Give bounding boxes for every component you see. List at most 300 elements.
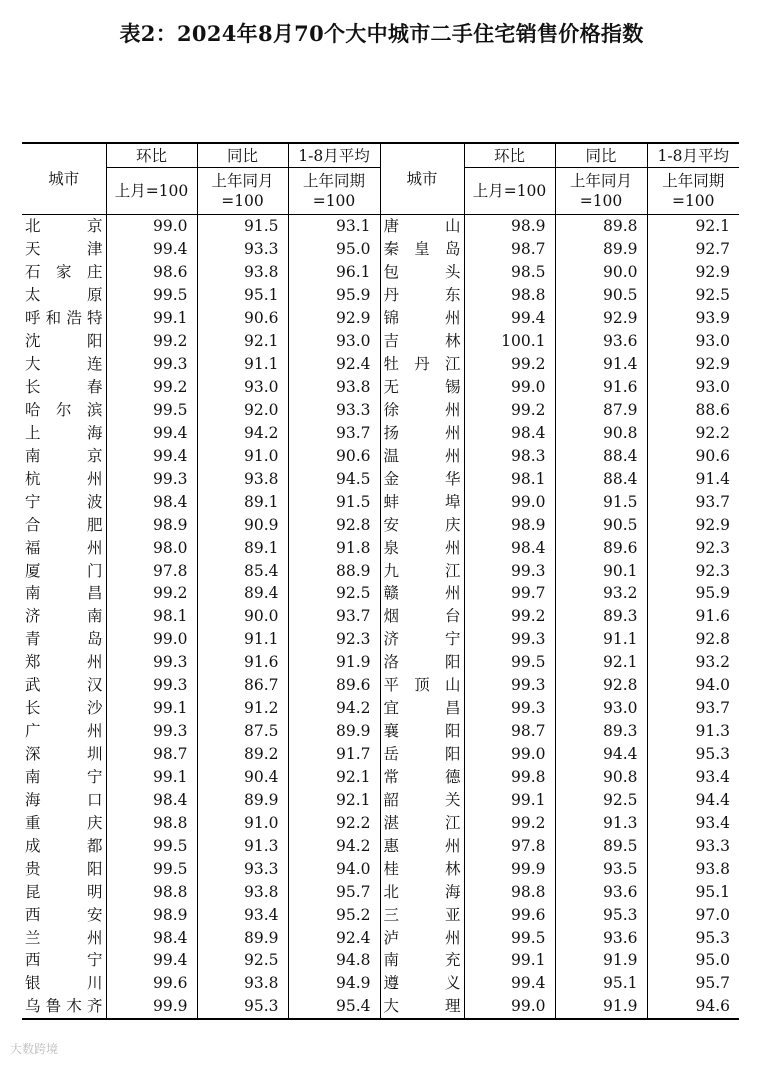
table-row <box>22 651 739 674</box>
mom-value: 99.2 <box>464 353 555 376</box>
avg-value: 93.0 <box>288 330 380 353</box>
avg-value: 93.2 <box>695 653 730 672</box>
mom-value: 99.1 <box>464 949 555 972</box>
yoy-value: 85.4 <box>197 559 288 582</box>
avg-value: 92.9 <box>695 515 730 534</box>
yoy-value: 93.3 <box>197 238 288 261</box>
avg-value: 91.9 <box>288 651 380 674</box>
yoy-value: 90.0 <box>555 261 647 284</box>
city-name: 成 都 <box>22 834 106 857</box>
yoy-value: 91.1 <box>197 353 288 376</box>
mom-value: 99.6 <box>106 972 197 995</box>
avg-value: 92.1 <box>288 766 380 789</box>
mom-value: 99.2 <box>106 582 197 605</box>
yoy-value: 87.9 <box>555 399 647 422</box>
table-row <box>22 972 739 995</box>
yoy-value: 93.0 <box>555 697 647 720</box>
city-name: 乌 鲁 木 齐 <box>22 995 106 1019</box>
header-yoy-right: 同比 <box>555 143 647 168</box>
yoy-value: 89.9 <box>555 238 647 261</box>
mom-value: 99.2 <box>464 811 555 834</box>
avg-value: 95.0 <box>695 951 730 970</box>
mom-value: 99.2 <box>464 605 555 628</box>
mom-value: 98.3 <box>464 444 555 467</box>
yoy-value: 90.1 <box>555 559 647 582</box>
page-title: 表2：2024年8月70个大中城市二手住宅销售价格指数 <box>119 21 644 46</box>
mom-value: 99.5 <box>106 857 197 880</box>
avg-value: 95.4 <box>288 995 380 1019</box>
mom-value: 99.0 <box>464 995 555 1019</box>
mom-value: 99.2 <box>106 330 197 353</box>
mom-value: 98.4 <box>106 926 197 949</box>
mom-value: 98.6 <box>106 261 197 284</box>
mom-value: 99.4 <box>106 949 197 972</box>
mom-value: 99.0 <box>464 490 555 513</box>
table-row <box>22 903 739 926</box>
mom-value: 99.8 <box>464 766 555 789</box>
avg-value: 94.6 <box>695 997 730 1016</box>
avg-value: 88.9 <box>288 559 380 582</box>
yoy-value: 89.6 <box>555 536 647 559</box>
avg-value: 93.0 <box>695 378 730 397</box>
avg-value: 91.6 <box>695 607 730 626</box>
header-yoy-base-right: 上年同月 =100 <box>555 168 647 215</box>
avg-value: 92.1 <box>288 788 380 811</box>
mom-value: 98.4 <box>106 788 197 811</box>
city-name: 南 充 <box>380 949 464 972</box>
table-row <box>22 559 739 582</box>
mom-value: 99.5 <box>464 926 555 949</box>
mom-value: 99.7 <box>464 582 555 605</box>
mom-value: 98.7 <box>464 720 555 743</box>
city-name: 济 南 <box>22 605 106 628</box>
mom-value: 99.1 <box>106 697 197 720</box>
yoy-value: 90.0 <box>197 605 288 628</box>
mom-value: 97.8 <box>464 834 555 857</box>
yoy-value: 89.4 <box>197 582 288 605</box>
mom-value: 98.8 <box>106 811 197 834</box>
yoy-value: 92.5 <box>555 788 647 811</box>
city-name: 厦 门 <box>22 559 106 582</box>
avg-value: 94.5 <box>288 467 380 490</box>
mom-value: 99.5 <box>106 834 197 857</box>
city-name: 重 庆 <box>22 811 106 834</box>
city-name: 济 宁 <box>380 628 464 651</box>
avg-value: 93.8 <box>288 376 380 399</box>
mom-value: 99.0 <box>106 215 197 238</box>
yoy-value: 91.3 <box>197 834 288 857</box>
city-name: 唐 山 <box>380 215 464 238</box>
avg-value: 90.6 <box>288 444 380 467</box>
yoy-value: 89.2 <box>197 743 288 766</box>
city-name: 广 州 <box>22 720 106 743</box>
avg-value: 92.4 <box>288 353 380 376</box>
avg-value: 90.6 <box>695 446 730 465</box>
avg-value: 95.2 <box>288 903 380 926</box>
mom-value: 99.5 <box>106 399 197 422</box>
yoy-value: 91.0 <box>197 444 288 467</box>
table-row <box>22 926 739 949</box>
yoy-value: 93.2 <box>555 582 647 605</box>
yoy-value: 95.3 <box>197 995 288 1019</box>
city-name: 湛 江 <box>380 811 464 834</box>
table-row <box>22 261 739 284</box>
yoy-value: 92.8 <box>555 674 647 697</box>
avg-value: 92.3 <box>695 561 730 580</box>
city-name: 吉 林 <box>380 330 464 353</box>
city-name: 南 京 <box>22 444 106 467</box>
yoy-value: 90.6 <box>197 307 288 330</box>
city-name: 宜 昌 <box>380 697 464 720</box>
header-avg-base-left: 上年同期 =100 <box>288 168 380 215</box>
city-name: 银 川 <box>22 972 106 995</box>
city-name: 惠 州 <box>380 834 464 857</box>
yoy-value: 90.8 <box>555 766 647 789</box>
mom-value: 99.1 <box>464 788 555 811</box>
yoy-value: 91.6 <box>555 376 647 399</box>
yoy-value: 95.1 <box>555 972 647 995</box>
yoy-value: 92.5 <box>197 949 288 972</box>
city-name: 锦 州 <box>380 307 464 330</box>
city-name: 武 汉 <box>22 674 106 697</box>
table-row <box>22 330 739 353</box>
city-name: 北 海 <box>380 880 464 903</box>
mom-value: 98.8 <box>106 880 197 903</box>
city-name: 烟 台 <box>380 605 464 628</box>
mom-value: 99.3 <box>464 674 555 697</box>
mom-value: 99.5 <box>464 651 555 674</box>
city-name: 上 海 <box>22 421 106 444</box>
yoy-value: 89.9 <box>197 926 288 949</box>
yoy-value: 89.8 <box>555 215 647 238</box>
mom-value: 99.3 <box>464 697 555 720</box>
table-row <box>22 834 739 857</box>
table-row <box>22 513 739 536</box>
mom-value: 98.9 <box>464 513 555 536</box>
yoy-value: 95.3 <box>555 903 647 926</box>
yoy-value: 91.1 <box>197 628 288 651</box>
city-name: 丹 东 <box>380 284 464 307</box>
mom-value: 98.4 <box>106 490 197 513</box>
yoy-value: 89.1 <box>197 536 288 559</box>
table-row <box>22 949 739 972</box>
mom-value: 99.1 <box>106 307 197 330</box>
header-avg-right: 1-8月平均 <box>647 143 739 168</box>
mom-value: 98.1 <box>106 605 197 628</box>
avg-value: 92.9 <box>695 263 730 282</box>
city-name: 大 理 <box>380 995 464 1019</box>
yoy-value: 93.4 <box>197 903 288 926</box>
city-name: 温 州 <box>380 444 464 467</box>
avg-value: 93.0 <box>695 332 730 351</box>
avg-value: 92.7 <box>695 240 730 259</box>
avg-value: 92.3 <box>288 628 380 651</box>
city-name: 贵 阳 <box>22 857 106 880</box>
avg-value: 89.9 <box>288 720 380 743</box>
mom-value: 99.0 <box>464 376 555 399</box>
table-row <box>22 353 739 376</box>
yoy-value: 91.3 <box>555 811 647 834</box>
avg-value: 92.1 <box>695 217 730 236</box>
yoy-value: 91.6 <box>197 651 288 674</box>
table-row <box>22 995 739 1019</box>
mom-value: 98.4 <box>464 536 555 559</box>
avg-value: 92.8 <box>288 513 380 536</box>
city-name: 海 口 <box>22 788 106 811</box>
yoy-value: 91.5 <box>197 215 288 238</box>
yoy-value: 94.4 <box>555 743 647 766</box>
avg-value: 93.3 <box>288 399 380 422</box>
city-name: 青 岛 <box>22 628 106 651</box>
mom-value: 98.9 <box>106 903 197 926</box>
city-name: 九 江 <box>380 559 464 582</box>
avg-value: 92.3 <box>695 538 730 557</box>
avg-value: 93.7 <box>288 421 380 444</box>
city-name: 兰 州 <box>22 926 106 949</box>
table-body <box>22 215 739 1019</box>
avg-value: 92.9 <box>695 355 730 374</box>
avg-value: 95.3 <box>695 745 730 764</box>
table-row <box>22 307 739 330</box>
city-name: 北 京 <box>22 215 106 238</box>
yoy-value: 90.5 <box>555 284 647 307</box>
yoy-value: 91.1 <box>555 628 647 651</box>
avg-value: 95.9 <box>288 284 380 307</box>
yoy-value: 93.8 <box>197 880 288 903</box>
mom-value: 99.2 <box>464 399 555 422</box>
city-name: 蚌 埠 <box>380 490 464 513</box>
table-row <box>22 628 739 651</box>
yoy-value: 95.1 <box>197 284 288 307</box>
city-name: 岳 阳 <box>380 743 464 766</box>
city-name: 天 津 <box>22 238 106 261</box>
header-yoy-base-left: 上年同月 =100 <box>197 168 288 215</box>
yoy-value: 89.9 <box>197 788 288 811</box>
yoy-value: 93.3 <box>197 857 288 880</box>
mom-value: 97.8 <box>106 559 197 582</box>
city-name: 安 庆 <box>380 513 464 536</box>
mom-value: 98.4 <box>464 421 555 444</box>
table-row <box>22 284 739 307</box>
avg-value: 93.1 <box>288 215 380 238</box>
city-name: 南 昌 <box>22 582 106 605</box>
avg-value: 93.7 <box>288 605 380 628</box>
avg-value: 94.0 <box>695 676 730 695</box>
yoy-value: 89.3 <box>555 605 647 628</box>
header-yoy-left: 同比 <box>197 143 288 168</box>
header-avg-left: 1-8月平均 <box>288 143 380 168</box>
avg-value: 93.7 <box>695 492 730 511</box>
avg-value: 95.7 <box>695 974 730 993</box>
avg-value: 93.7 <box>695 699 730 718</box>
city-name: 洛 阳 <box>380 651 464 674</box>
avg-value: 92.2 <box>288 811 380 834</box>
avg-value: 91.7 <box>288 743 380 766</box>
mom-value: 99.4 <box>106 444 197 467</box>
table-row <box>22 421 739 444</box>
mom-value: 99.3 <box>464 628 555 651</box>
table-row <box>22 697 739 720</box>
mom-value: 99.2 <box>106 376 197 399</box>
yoy-value: 89.3 <box>555 720 647 743</box>
yoy-value: 91.0 <box>197 811 288 834</box>
city-name: 沈 阳 <box>22 330 106 353</box>
city-name: 扬 州 <box>380 421 464 444</box>
mom-value: 99.3 <box>464 559 555 582</box>
city-name: 哈 尔 滨 <box>22 399 106 422</box>
avg-value: 93.4 <box>695 767 730 786</box>
yoy-value: 89.5 <box>555 834 647 857</box>
avg-value: 96.1 <box>288 261 380 284</box>
city-name: 徐 州 <box>380 399 464 422</box>
table-row <box>22 582 739 605</box>
mom-value: 98.9 <box>106 513 197 536</box>
table-row <box>22 674 739 697</box>
city-name: 泸 州 <box>380 926 464 949</box>
yoy-value: 91.5 <box>555 490 647 513</box>
mom-value: 100.1 <box>464 330 555 353</box>
yoy-value: 90.5 <box>555 513 647 536</box>
mom-value: 98.5 <box>464 261 555 284</box>
city-name: 无 锡 <box>380 376 464 399</box>
city-name: 平 顶 山 <box>380 674 464 697</box>
city-name: 西 宁 <box>22 949 106 972</box>
table-row <box>22 788 739 811</box>
avg-value: 95.9 <box>695 584 730 603</box>
price-index-table <box>22 142 739 1020</box>
city-name: 杭 州 <box>22 467 106 490</box>
city-name: 长 春 <box>22 376 106 399</box>
table-row <box>22 880 739 903</box>
avg-value: 95.3 <box>695 928 730 947</box>
mom-value: 99.4 <box>464 307 555 330</box>
table-row <box>22 444 739 467</box>
avg-value: 94.4 <box>695 790 730 809</box>
header-mom-base-right: 上月=100 <box>464 168 555 215</box>
avg-value: 92.8 <box>695 630 730 649</box>
avg-value: 93.9 <box>695 309 730 328</box>
city-name: 昆 明 <box>22 880 106 903</box>
avg-value: 91.3 <box>695 722 730 741</box>
avg-value: 92.4 <box>288 926 380 949</box>
city-name: 郑 州 <box>22 651 106 674</box>
yoy-value: 93.6 <box>555 880 647 903</box>
yoy-value: 88.4 <box>555 467 647 490</box>
avg-value: 92.2 <box>695 423 730 442</box>
table-row <box>22 215 739 238</box>
city-name: 福 州 <box>22 536 106 559</box>
header-city-right: 城市 <box>380 143 464 215</box>
yoy-value: 92.1 <box>197 330 288 353</box>
avg-value: 89.6 <box>288 674 380 697</box>
city-name: 常 德 <box>380 766 464 789</box>
yoy-value: 93.8 <box>197 972 288 995</box>
mom-value: 99.4 <box>464 972 555 995</box>
mom-value: 99.3 <box>106 720 197 743</box>
yoy-value: 93.6 <box>555 926 647 949</box>
mom-value: 99.3 <box>106 353 197 376</box>
city-name: 宁 波 <box>22 490 106 513</box>
city-name: 襄 阳 <box>380 720 464 743</box>
avg-value: 94.2 <box>288 697 380 720</box>
yoy-value: 87.5 <box>197 720 288 743</box>
yoy-value: 86.7 <box>197 674 288 697</box>
yoy-value: 90.8 <box>555 421 647 444</box>
header-mom-right: 环比 <box>464 143 555 168</box>
table-row <box>22 490 739 513</box>
avg-value: 93.4 <box>695 813 730 832</box>
mom-value: 99.4 <box>106 421 197 444</box>
city-name: 深 圳 <box>22 743 106 766</box>
table-row <box>22 605 739 628</box>
yoy-value: 93.5 <box>555 857 647 880</box>
avg-value: 92.9 <box>288 307 380 330</box>
yoy-value: 91.4 <box>555 353 647 376</box>
mom-value: 99.4 <box>106 238 197 261</box>
mom-value: 99.9 <box>106 995 197 1019</box>
city-name: 桂 林 <box>380 857 464 880</box>
yoy-value: 88.4 <box>555 444 647 467</box>
table-row <box>22 536 739 559</box>
avg-value: 93.8 <box>695 859 730 878</box>
city-name: 牡 丹 江 <box>380 353 464 376</box>
watermark-text: 大数跨境 <box>10 1042 59 1056</box>
avg-value: 94.2 <box>288 834 380 857</box>
header-city-left: 城市 <box>22 143 106 215</box>
yoy-value: 90.4 <box>197 766 288 789</box>
yoy-value: 90.9 <box>197 513 288 536</box>
yoy-value: 93.6 <box>555 330 647 353</box>
table-row <box>22 857 739 880</box>
table-row <box>22 720 739 743</box>
avg-value: 91.5 <box>288 490 380 513</box>
yoy-value: 92.0 <box>197 399 288 422</box>
mom-value: 98.1 <box>464 467 555 490</box>
avg-value: 91.4 <box>695 469 730 488</box>
table-row <box>22 467 739 490</box>
city-name: 三 亚 <box>380 903 464 926</box>
avg-value: 94.8 <box>288 949 380 972</box>
table-row <box>22 399 739 422</box>
city-name: 赣 州 <box>380 582 464 605</box>
mom-value: 98.7 <box>106 743 197 766</box>
mom-value: 98.0 <box>106 536 197 559</box>
mom-value: 98.9 <box>464 215 555 238</box>
yoy-value: 91.9 <box>555 949 647 972</box>
avg-value: 92.5 <box>288 582 380 605</box>
avg-value: 93.3 <box>695 836 730 855</box>
city-name: 太 原 <box>22 284 106 307</box>
avg-value: 97.0 <box>695 905 730 924</box>
table-row <box>22 238 739 261</box>
header-mom-left: 环比 <box>106 143 197 168</box>
city-name: 遵 义 <box>380 972 464 995</box>
table-row <box>22 811 739 834</box>
city-name: 石 家 庄 <box>22 261 106 284</box>
city-name: 呼 和 浩 特 <box>22 307 106 330</box>
header-avg-base-right: 上年同期 =100 <box>647 168 739 215</box>
city-name: 合 肥 <box>22 513 106 536</box>
mom-value: 99.3 <box>106 467 197 490</box>
city-name: 韶 关 <box>380 788 464 811</box>
mom-value: 99.3 <box>106 674 197 697</box>
yoy-value: 91.9 <box>555 995 647 1019</box>
mom-value: 98.7 <box>464 238 555 261</box>
avg-value: 95.7 <box>288 880 380 903</box>
city-name: 金 华 <box>380 467 464 490</box>
mom-value: 98.8 <box>464 284 555 307</box>
city-name: 南 宁 <box>22 766 106 789</box>
